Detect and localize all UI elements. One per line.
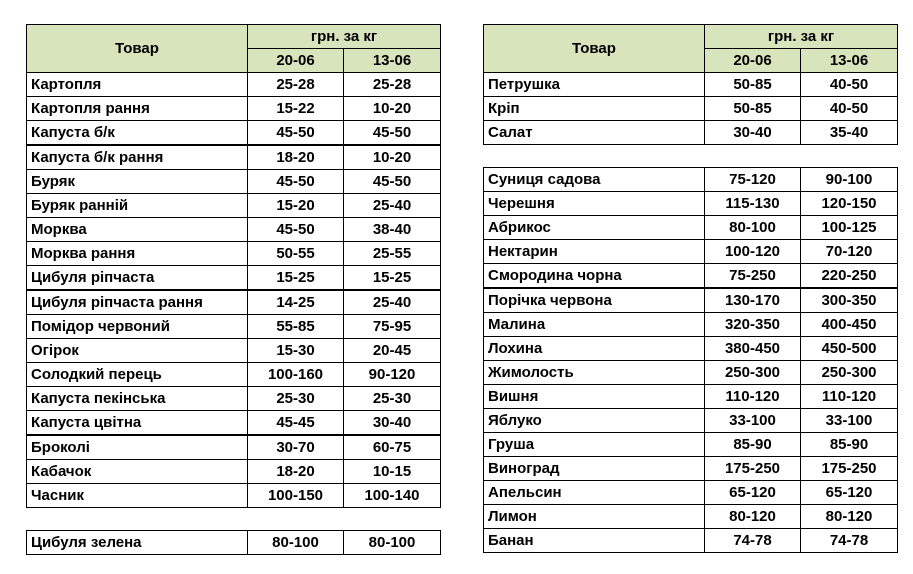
price-date2-cell: 70-120 — [801, 240, 898, 264]
table-row — [27, 387, 441, 411]
price-date2-cell: 80-100 — [344, 531, 441, 555]
price-date1-cell: 50-85 — [705, 73, 801, 97]
price-date2-cell: 100-125 — [801, 216, 898, 240]
table-row — [484, 409, 898, 433]
table-row — [27, 145, 441, 170]
product-name-cell: Часник — [27, 484, 248, 508]
product-name-cell: Морква рання — [27, 242, 248, 266]
price-date1-cell: 15-30 — [248, 339, 344, 363]
price-date1-cell: 18-20 — [248, 145, 344, 170]
product-name-cell: Груша — [484, 433, 705, 457]
product-name-cell: Лимон — [484, 505, 705, 529]
price-date2-cell: 33-100 — [801, 409, 898, 433]
price-date1-cell: 320-350 — [705, 313, 801, 337]
product-header: Товар — [484, 25, 705, 73]
price-date2-cell: 30-40 — [344, 411, 441, 436]
price-date1-cell: 65-120 — [705, 481, 801, 505]
product-name-cell: Виноград — [484, 457, 705, 481]
date2-header: 13-06 — [801, 49, 898, 73]
table-row — [484, 288, 898, 313]
price-date1-cell: 25-30 — [248, 387, 344, 411]
table-row — [27, 242, 441, 266]
price-date2-cell: 38-40 — [344, 218, 441, 242]
price-date2-cell: 110-120 — [801, 385, 898, 409]
price-date2-cell: 250-300 — [801, 361, 898, 385]
price-date1-cell: 80-100 — [705, 216, 801, 240]
product-name-cell: Солодкий перець — [27, 363, 248, 387]
price-date2-cell: 45-50 — [344, 121, 441, 146]
table-row — [484, 73, 898, 97]
unit-header: грн. за кг — [705, 25, 898, 49]
spacer-row — [27, 508, 441, 531]
product-name-cell: Нектарин — [484, 240, 705, 264]
table-row — [484, 192, 898, 216]
product-name-cell: Смородина чорна — [484, 264, 705, 289]
price-date1-cell: 175-250 — [705, 457, 801, 481]
product-name-cell: Броколі — [27, 435, 248, 460]
table-row — [27, 531, 441, 555]
price-date2-cell: 40-50 — [801, 73, 898, 97]
price-date2-cell: 20-45 — [344, 339, 441, 363]
table-row — [27, 218, 441, 242]
product-name-cell: Картопля рання — [27, 97, 248, 121]
product-name-cell: Абрикос — [484, 216, 705, 240]
table-row — [27, 73, 441, 97]
table-row — [27, 435, 441, 460]
price-date1-cell: 380-450 — [705, 337, 801, 361]
product-name-cell: Капуста б/к рання — [27, 145, 248, 170]
product-name-cell: Кріп — [484, 97, 705, 121]
price-date1-cell: 45-50 — [248, 170, 344, 194]
price-date1-cell: 14-25 — [248, 290, 344, 315]
price-date2-cell: 80-120 — [801, 505, 898, 529]
product-name-cell: Капуста пекінська — [27, 387, 248, 411]
table-row — [484, 361, 898, 385]
price-date2-cell: 120-150 — [801, 192, 898, 216]
table-row — [27, 97, 441, 121]
price-date1-cell: 30-70 — [248, 435, 344, 460]
price-date2-cell: 10-20 — [344, 145, 441, 170]
product-name-cell: Помідор червоний — [27, 315, 248, 339]
price-date1-cell: 74-78 — [705, 529, 801, 553]
price-date1-cell: 45-45 — [248, 411, 344, 436]
product-name-cell: Вишня — [484, 385, 705, 409]
price-date1-cell: 80-120 — [705, 505, 801, 529]
product-name-cell: Яблуко — [484, 409, 705, 433]
price-date2-cell: 25-30 — [344, 387, 441, 411]
table-row — [27, 194, 441, 218]
price-date2-cell: 74-78 — [801, 529, 898, 553]
table-row — [484, 216, 898, 240]
price-date1-cell: 30-40 — [705, 121, 801, 145]
price-date1-cell: 15-25 — [248, 266, 344, 291]
price-date1-cell: 80-100 — [248, 531, 344, 555]
table-row — [484, 505, 898, 529]
product-name-cell: Цибуля зелена — [27, 531, 248, 555]
product-name-cell: Капуста цвітна — [27, 411, 248, 436]
unit-header: грн. за кг — [248, 25, 441, 49]
table-row — [484, 433, 898, 457]
price-date2-cell: 25-55 — [344, 242, 441, 266]
product-name-cell: Черешня — [484, 192, 705, 216]
product-name-cell: Жимолость — [484, 361, 705, 385]
table-row — [484, 457, 898, 481]
price-date2-cell: 40-50 — [801, 97, 898, 121]
price-date2-cell: 90-100 — [801, 168, 898, 192]
price-date1-cell: 75-120 — [705, 168, 801, 192]
price-date2-cell: 25-28 — [344, 73, 441, 97]
product-name-cell: Суниця садова — [484, 168, 705, 192]
product-name-cell: Кабачок — [27, 460, 248, 484]
table-row — [484, 337, 898, 361]
table-row — [27, 266, 441, 291]
table-row — [484, 529, 898, 553]
price-date1-cell: 100-120 — [705, 240, 801, 264]
table-row — [27, 290, 441, 315]
price-date1-cell: 100-160 — [248, 363, 344, 387]
price-date2-cell: 90-120 — [344, 363, 441, 387]
spacer-row — [484, 145, 898, 168]
price-date1-cell: 15-20 — [248, 194, 344, 218]
price-date2-cell: 45-50 — [344, 170, 441, 194]
price-date2-cell: 65-120 — [801, 481, 898, 505]
product-name-cell: Лохина — [484, 337, 705, 361]
product-name-cell: Банан — [484, 529, 705, 553]
greens-fruit-price-table — [483, 24, 898, 553]
table-row — [484, 264, 898, 289]
table-row — [484, 168, 898, 192]
table-row — [484, 313, 898, 337]
price-date2-cell: 35-40 — [801, 121, 898, 145]
price-date1-cell: 50-85 — [705, 97, 801, 121]
price-date1-cell: 85-90 — [705, 433, 801, 457]
product-name-cell: Салат — [484, 121, 705, 145]
price-date1-cell: 110-120 — [705, 385, 801, 409]
price-date2-cell: 75-95 — [344, 315, 441, 339]
product-header: Товар — [27, 25, 248, 73]
product-name-cell: Цибуля ріпчаста — [27, 266, 248, 291]
table-row — [484, 97, 898, 121]
product-name-cell: Петрушка — [484, 73, 705, 97]
price-date2-cell: 400-450 — [801, 313, 898, 337]
product-name-cell: Апельсин — [484, 481, 705, 505]
price-date1-cell: 250-300 — [705, 361, 801, 385]
product-name-cell: Порічка червона — [484, 288, 705, 313]
price-date2-cell: 25-40 — [344, 290, 441, 315]
table-row — [484, 240, 898, 264]
table-row — [27, 484, 441, 508]
table-row — [484, 121, 898, 145]
price-date2-cell: 25-40 — [344, 194, 441, 218]
price-date2-cell: 60-75 — [344, 435, 441, 460]
price-date2-cell: 10-20 — [344, 97, 441, 121]
table-row — [484, 481, 898, 505]
table-row — [27, 411, 441, 436]
table-row — [27, 339, 441, 363]
table-row — [27, 170, 441, 194]
price-date1-cell: 15-22 — [248, 97, 344, 121]
price-date1-cell: 45-50 — [248, 121, 344, 146]
date1-header: 20-06 — [705, 49, 801, 73]
price-date2-cell: 85-90 — [801, 433, 898, 457]
product-name-cell: Буряк ранній — [27, 194, 248, 218]
price-date1-cell: 33-100 — [705, 409, 801, 433]
price-date1-cell: 130-170 — [705, 288, 801, 313]
price-date1-cell: 18-20 — [248, 460, 344, 484]
product-name-cell: Морква — [27, 218, 248, 242]
product-name-cell: Цибуля ріпчаста рання — [27, 290, 248, 315]
price-date1-cell: 100-150 — [248, 484, 344, 508]
price-date2-cell: 175-250 — [801, 457, 898, 481]
price-date1-cell: 50-55 — [248, 242, 344, 266]
table-row — [27, 363, 441, 387]
price-date2-cell: 100-140 — [344, 484, 441, 508]
price-date1-cell: 55-85 — [248, 315, 344, 339]
table-row — [27, 460, 441, 484]
price-date1-cell: 115-130 — [705, 192, 801, 216]
product-name-cell: Огірок — [27, 339, 248, 363]
product-name-cell: Малина — [484, 313, 705, 337]
product-name-cell: Картопля — [27, 73, 248, 97]
price-date2-cell: 300-350 — [801, 288, 898, 313]
table-row — [484, 385, 898, 409]
product-name-cell: Буряк — [27, 170, 248, 194]
price-date1-cell: 25-28 — [248, 73, 344, 97]
date1-header: 20-06 — [248, 49, 344, 73]
price-date2-cell: 15-25 — [344, 266, 441, 291]
table-row — [27, 315, 441, 339]
price-date2-cell: 220-250 — [801, 264, 898, 289]
price-date2-cell: 450-500 — [801, 337, 898, 361]
vegetable-price-table — [26, 24, 441, 555]
price-date1-cell: 45-50 — [248, 218, 344, 242]
product-name-cell: Капуста б/к — [27, 121, 248, 146]
table-row — [27, 121, 441, 146]
price-date2-cell: 10-15 — [344, 460, 441, 484]
price-date1-cell: 75-250 — [705, 264, 801, 289]
date2-header: 13-06 — [344, 49, 441, 73]
